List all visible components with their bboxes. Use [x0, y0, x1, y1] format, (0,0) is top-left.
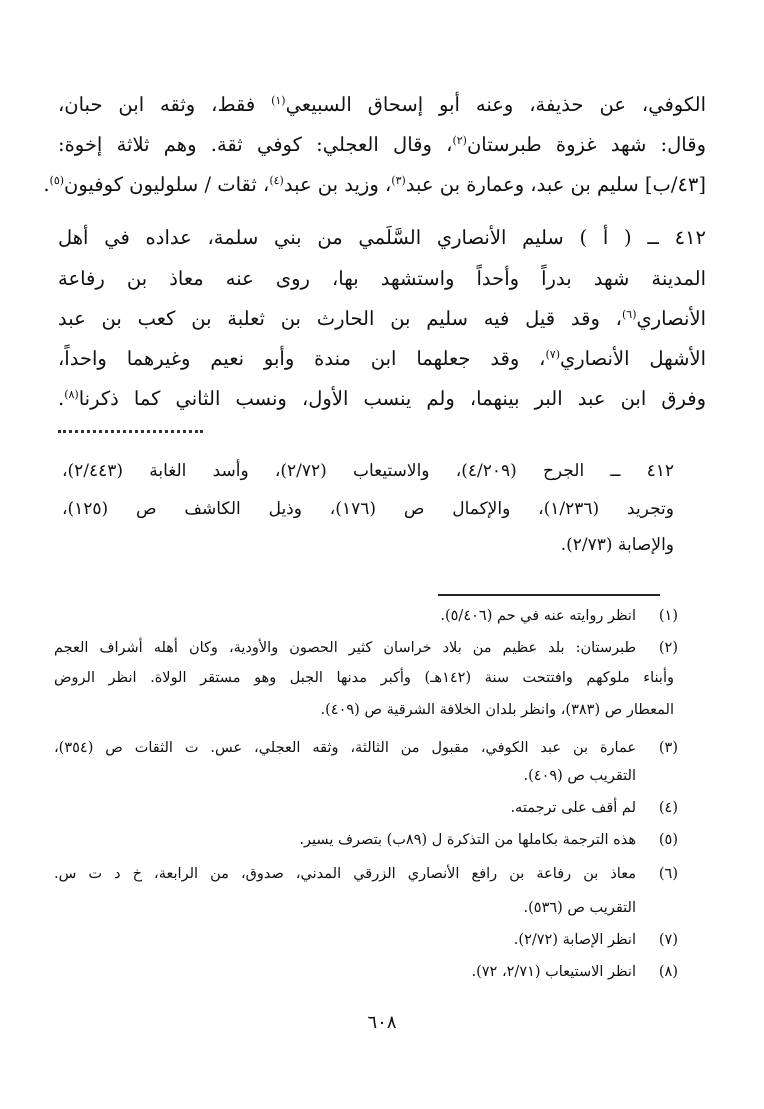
- body-line-1: [58, 90, 706, 120]
- text-run: .: [43, 173, 50, 196]
- text-run: فقط، وثقه ابن حبان،: [58, 93, 272, 116]
- text-run: وفرق ابن عبد البر بينهما، ولم ينسب الأول، ونسب الثاني كما ذكرنا: [78, 387, 706, 410]
- footnote-1: [54, 602, 678, 630]
- footnote-ref-7[interactable]: (٧): [545, 348, 560, 361]
- footnote-ref-3[interactable]: (٣): [391, 174, 406, 187]
- footnote-4: [54, 794, 678, 822]
- text-run: المدينة شهد بدراً وأحداً واستشهد بها، روى عنه معاذ بن رفاعة: [58, 267, 706, 290]
- entry-line-5: [58, 384, 706, 414]
- footnote-5: [54, 826, 678, 854]
- footnote-text: هذه الترجمة بكاملها من التذكرة ل (٨٩ب) بتصرف يسير.: [299, 832, 636, 848]
- text-run: الكوفي، عن حذيفة، وعنه أبو إسحاق السبيعي: [285, 93, 706, 116]
- manuscript-folio-ref: [٤٣/ب]: [644, 173, 706, 196]
- footnote-2: [54, 634, 678, 662]
- text-run: ، ثقات / سلوليون كوفيون: [64, 173, 270, 196]
- footnote-text: طبرستان: بلد عظيم من بلاد خراسان كثير الحصون والأودية، وكان أهله أشراف العجم: [54, 640, 636, 656]
- page-number: ٦٠٨: [367, 1012, 397, 1033]
- entry-heading-text: ٤١٢ ــ ( أ ) سليم الأنصاري السَّلَمي من بني سلمة، عداده في أهل: [58, 226, 706, 249]
- footnote-number: (٦): [658, 866, 678, 882]
- footnote-ref-8[interactable]: (٨): [64, 388, 79, 401]
- sources-line-2: وتجريد (١/٢٣٦)، والإكمال ص (١٧٦)، وذيل الكاشف ص (١٢٥)،: [62, 499, 674, 519]
- footnote-text: انظر الإصابة (٢/٧٢).: [513, 932, 636, 948]
- text-run: .: [58, 387, 65, 410]
- footnote-ref-5[interactable]: (٥): [49, 174, 65, 187]
- footnote-text: معاذ بن رفاعة بن رافع الأنصاري الزرقي المدني، صدوق، من الرابعة، خ د ت س.: [54, 866, 636, 882]
- entry-line-3: [58, 304, 706, 334]
- footnote-8: [54, 958, 678, 986]
- footnote-3: [54, 734, 678, 762]
- entry-line-1: [58, 223, 706, 253]
- sources-line-1: ٤١٢ ــ الجرح (٤/٢٠٩)، والاستيعاب (٢/٧٢)، وأسد الغابة (٢/٤٤٣)،: [62, 461, 674, 481]
- footnote-6-cont: التقريب ص (٥٣٦).: [523, 900, 636, 916]
- text-run: الأشهل الأنصاري: [559, 347, 706, 370]
- footnote-2-cont-2: المعطار ص (٣٨٣)، وانظر بلدان الخلافة الشرقية ص (٤٠٩).: [320, 702, 674, 718]
- footnote-number: (٧): [658, 932, 678, 948]
- text-run: ، وقد جعلهما ابن مندة وأبو نعيم وغيرهما واحداً،: [58, 347, 546, 370]
- footnote-ref-2[interactable]: (٢): [452, 134, 467, 147]
- footnote-number: (١): [658, 608, 678, 624]
- footnote-7: [54, 926, 678, 954]
- text-run: ، وقال العجلي: كوفي ثقة. وهم ثلاثة إخوة:: [58, 133, 453, 156]
- footnote-2-cont-1: وأبناء ملوكهم وافتتحت سنة (١٤٢هـ) وأكبر مدنها الجبل وهو مستقر الولاة. انظر الروض: [54, 670, 674, 686]
- footnote-ref-1[interactable]: (١): [271, 94, 286, 107]
- footnote-3-cont: التقريب ص (٤٠٩).: [523, 768, 636, 784]
- text-run: الأنصاري: [636, 307, 706, 330]
- entry-line-2: [58, 264, 706, 294]
- dotted-separator: [58, 430, 203, 438]
- text-run: وقال: شهد غزوة طبرستان: [466, 133, 706, 156]
- entry-line-4: [58, 344, 706, 374]
- sources-line-3: والإصابة (٢/٧٣).: [560, 535, 674, 555]
- footnote-text: عمارة بن عبد الكوفي، مقبول من الثالثة، وثقه العجلي، عس. ت الثقات ص (٣٥٤)،: [54, 740, 636, 756]
- footnote-number: (٣): [658, 740, 678, 756]
- text-run: سليم بن عبد، وعمارة بن عبد: [405, 173, 645, 196]
- footnote-ref-6[interactable]: (٦): [621, 308, 637, 321]
- text-run: ، وقد قيل فيه سليم بن الحارث بن ثعلبة بن كعب بن عبد: [58, 307, 622, 330]
- footnote-text: لم أقف على ترجمته.: [510, 800, 636, 816]
- text-run: ، وزيد بن عبد: [283, 173, 392, 196]
- body-line-3: [43, 170, 706, 200]
- footnote-text: انظر الاستيعاب (٢/٧١، ٧٢).: [471, 964, 636, 980]
- footnote-text: انظر روايته عنه في حم (٥/٤٠٦).: [440, 608, 636, 624]
- body-line-2: [58, 130, 706, 160]
- footnote-number: (٨): [658, 964, 678, 980]
- footnote-number: (٥): [658, 832, 678, 848]
- footnote-6: [54, 860, 678, 888]
- footnote-number: (٤): [658, 800, 678, 816]
- footnote-rule: [438, 594, 660, 596]
- footnote-ref-4[interactable]: (٤): [269, 174, 284, 187]
- footnote-number: (٢): [658, 640, 678, 656]
